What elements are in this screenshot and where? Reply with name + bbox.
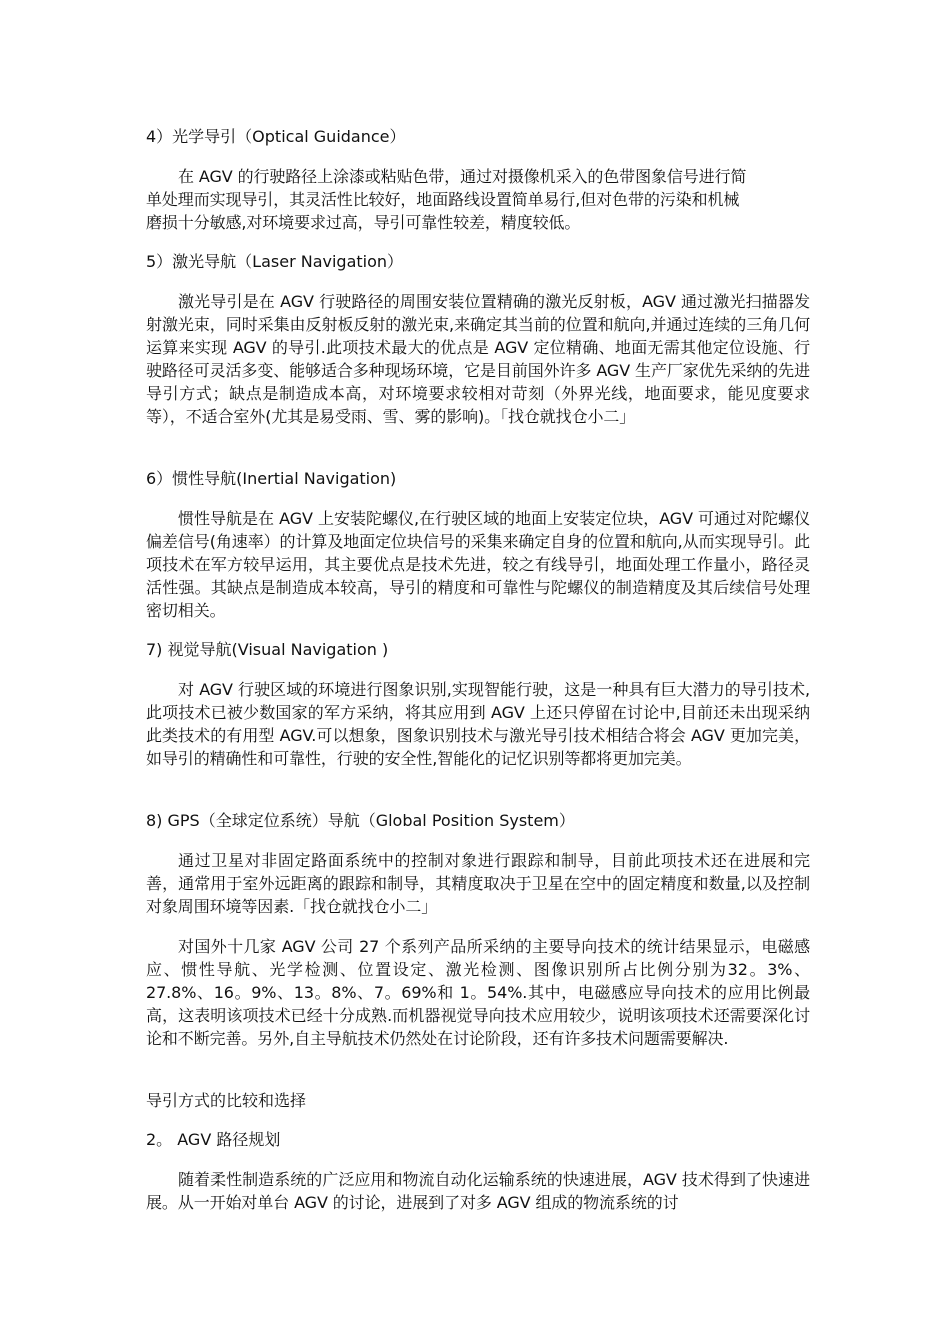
section-heading-gps-navigation: 8) GPS（全球定位系统）导航（Global Position System）: [146, 811, 575, 830]
paragraph-line: 单处理而实现导引，其灵活性比较好，地面路线设置简单易行,但对色带的污染和机械: [146, 190, 740, 209]
section-heading-path-planning: 2。 AGV 路径规划: [146, 1130, 281, 1149]
paragraph-line: 在 AGV 的行驶路径上涂漆或粘贴色带，通过对摄像机采入的色带图象信号进行简: [178, 167, 747, 186]
paragraph-statistics: 对国外十几家 AGV 公司 27 个系列产品所采纳的主要导向技术的统计结果显示，电磁感应、惯性导航、光学检测、位置设定、激光检测、图像识别所占比例分别为32。3%、27.8%、16。9%、13。8%、7。69%和 1。54%.其中，电磁感应导向技术的应用比例最高，这表明该项技术已经十分成熟.而机器视觉导向技术应用较少，说明该项技术还需要深化讨论和不断完善。另外,自主导航技术仍然处在讨论阶段，还有许多技术问题需要解决.: [146, 937, 810, 1048]
document-page: [146, 126, 810, 1231]
paragraph-inertial-navigation: 惯性导航是在 AGV 上安装陀螺仪,在行驶区域的地面上安装定位块，AGV 可通过对陀螺仪偏差信号(角速率）的计算及地面定位块信号的采集来确定自身的位置和航向,从而实现导引。此项技术在军方较早运用，其主要优点是技术先进，较之有线导引，地面处理工作量小，路径灵活性强。其缺点是制造成本较高，导引的精度和可靠性与陀螺仪的制造精度及其后续信号处理密切相关。: [146, 509, 810, 620]
section-heading-optical-guidance: 4）光学导引（Optical Guidance）: [146, 127, 406, 146]
section-heading-laser-navigation: 5）激光导航（Laser Navigation）: [146, 252, 404, 271]
section-heading-inertial-navigation: 6）惯性导航(Inertial Navigation): [146, 469, 397, 488]
paragraph-optical-guidance: [146, 165, 810, 234]
paragraph-line: 磨损十分敏感,对环境要求过高，导引可靠性较差，精度较低。: [146, 213, 581, 232]
paragraph-visual-navigation: 对 AGV 行驶区域的环境进行图象识别,实现智能行驶，这是一种具有巨大潜力的导引技术,此项技术已被少数国家的军方采纳，将其应用到 AGV 上还只停留在讨论中,目前还未出现采纳此类技术的有用型 AGV.可以想象，图象识别技术与激光导引技术相结合将会 AGV 更加完美，如导引的精确性和可靠性，行驶的安全性,智能化的记忆识别等都将更加完美。: [146, 680, 810, 768]
paragraph-path-planning: 随着柔性制造系统的广泛应用和物流自动化运输系统的快速进展，AGV 技术得到了快速进展。从一开始对单台 AGV 的讨论，进展到了对多 AGV 组成的物流系统的讨: [146, 1170, 810, 1212]
section-heading-comparison: 导引方式的比较和选择: [146, 1091, 307, 1110]
section-heading-visual-navigation: 7) 视觉导航(Visual Navigation ): [146, 640, 389, 659]
paragraph-laser-navigation: 激光导引是在 AGV 行驶路径的周围安装位置精确的激光反射板，AGV 通过激光扫描器发射激光束，同时采集由反射板反射的激光束,来确定其当前的位置和航向,并通过连续的三角几何运算来实现 AGV 的导引.此项技术最大的优点是 AGV 定位精确、地面无需其他定位设施、行驶路径可灵活多变、能够适合多种现场环境，它是目前国外许多 AGV 生产厂家优先采纳的先进导引方式；缺点是制造成本高，对环境要求较相对苛刻（外界光线，地面要求，能见度要求等），不适合室外(尤其是易受雨、雪、雾的影响)。「找仓就找仓小二」: [146, 292, 810, 426]
paragraph-gps-navigation: 通过卫星对非固定路面系统中的控制对象进行跟踪和制导，目前此项技术还在进展和完善，通常用于室外远距离的跟踪和制导，其精度取决于卫星在空中的固定精度和数量,以及控制对象周围环境等因素.「找仓就找仓小二」: [146, 851, 810, 916]
